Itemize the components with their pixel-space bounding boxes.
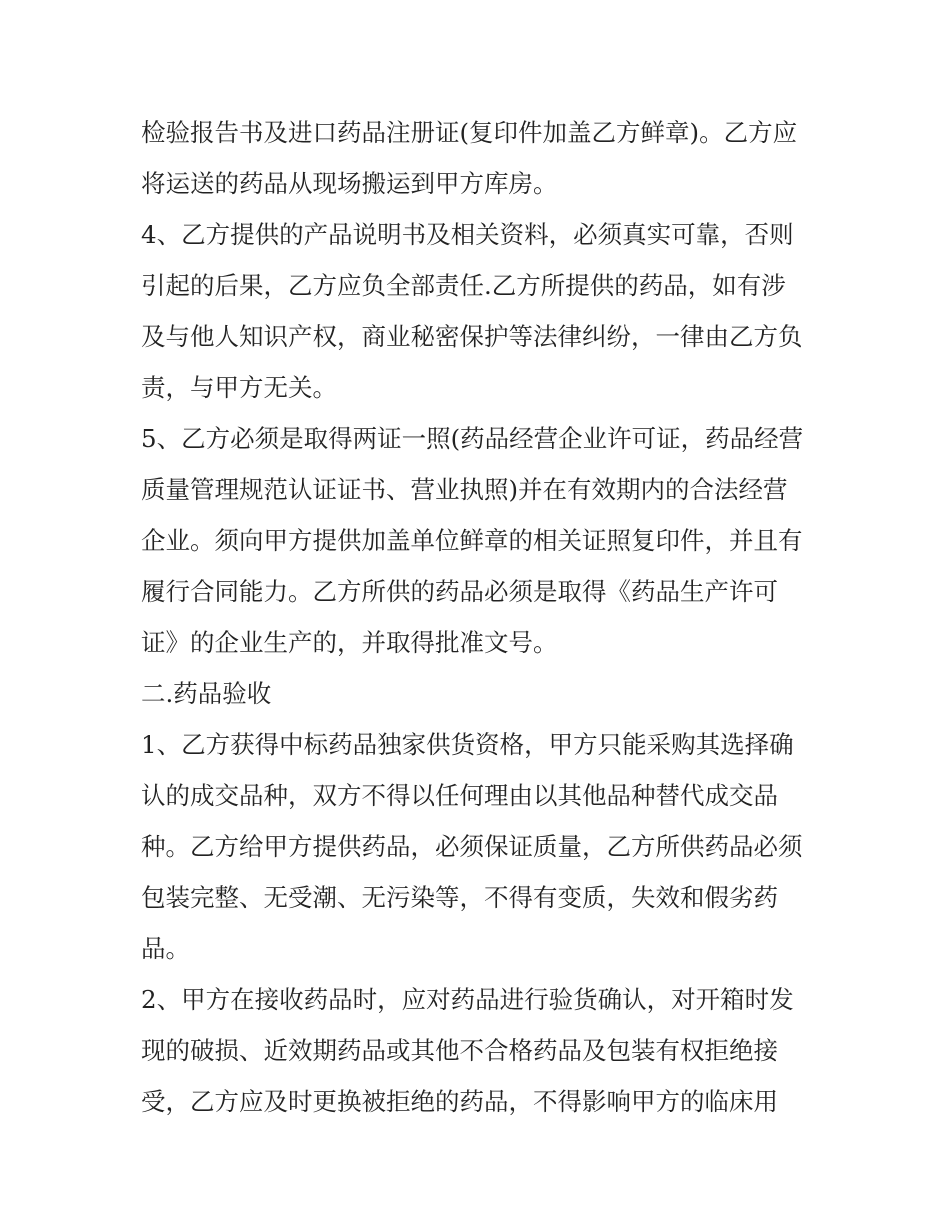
text-line: 品。 bbox=[141, 934, 190, 963]
text-line: 履行合同能力。乙方所供的药品必须是取得《药品生产许可 bbox=[141, 577, 778, 606]
text-line: 责，与甲方无关。 bbox=[141, 373, 337, 402]
text-line: 2、甲方在接收药品时，应对药品进行验货确认，对开箱时发 bbox=[141, 985, 794, 1014]
text-line: 及与他人知识产权，商业秘密保护等法律纠纷，一律由乙方负 bbox=[141, 322, 803, 351]
text-line: 检验报告书及进口药品注册证(复印件加盖乙方鲜章)。乙方应 bbox=[141, 118, 798, 147]
text-line: 1、乙方获得中标药品独家供货资格，甲方只能采购其选择确 bbox=[141, 730, 794, 759]
text-line: 5、乙方必须是取得两证一照(药品经营企业许可证，药品经营 bbox=[141, 424, 804, 453]
text-line: 引起的后果，乙方应负全部责任.乙方所提供的药品，如有涉 bbox=[141, 271, 786, 300]
text-line: 证》的企业生产的，并取得批准文号。 bbox=[141, 628, 558, 657]
document-body bbox=[141, 107, 821, 1127]
text-line: 受，乙方应及时更换被拒绝的药品，不得影响甲方的临床用 bbox=[141, 1087, 778, 1116]
text-line: 企业。须向甲方提供加盖单位鲜章的相关证照复印件，并且有 bbox=[141, 526, 803, 555]
text-line: 4、乙方提供的产品说明书及相关资料，必须真实可靠，否则 bbox=[141, 220, 794, 249]
section-heading: 二.药品验收 bbox=[141, 679, 272, 708]
text-line: 认的成交品种，双方不得以任何理由以其他品种替代成交品 bbox=[141, 781, 778, 810]
text-line: 将运送的药品从现场搬运到甲方库房。 bbox=[141, 169, 558, 198]
text-line: 包装完整、无受潮、无污染等，不得有变质，失效和假劣药 bbox=[141, 883, 778, 912]
text-line: 种。乙方给甲方提供药品，必须保证质量，乙方所供药品必须 bbox=[141, 832, 803, 861]
text-line: 质量管理规范认证证书、营业执照)并在有效期内的合法经营 bbox=[141, 475, 788, 504]
text-line: 现的破损、近效期药品或其他不合格药品及包装有权拒绝接 bbox=[141, 1036, 778, 1065]
